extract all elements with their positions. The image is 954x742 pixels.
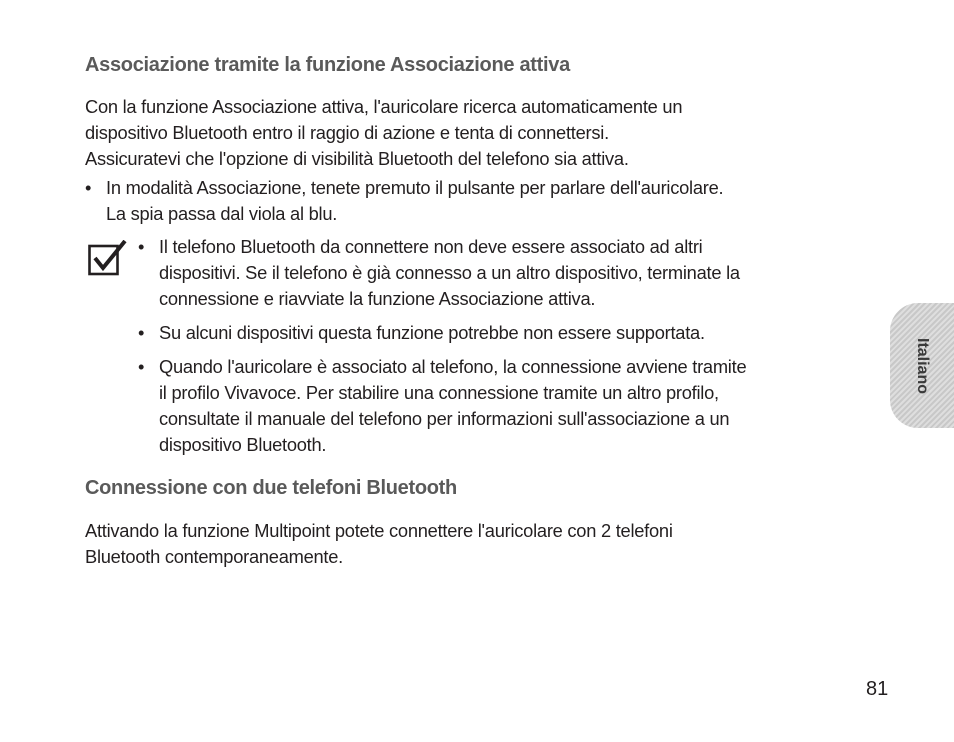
bullet-line: In modalità Associazione, tenete premuto il pulsante per parlare dell'auricolare. (106, 177, 724, 198)
note-line: Su alcuni dispositivi questa funzione potrebbe non essere supportata. (159, 322, 705, 343)
paragraph-line: dispositivo Bluetooth entro il raggio di azione e tenta di connettersi. (85, 122, 609, 143)
note-text (159, 234, 740, 312)
bullet-dot: • (138, 356, 145, 377)
paragraph-line: Con la funzione Associazione attiva, l'auricolare ricerca automaticamente un (85, 96, 683, 117)
note-line: il profilo Vivavoce. Per stabilire una connessione tramite un altro profilo, (159, 382, 719, 403)
note-line: dispositivi. Se il telefono è già connesso a un altro dispositivo, terminate la (159, 262, 740, 283)
section-paragraph-active-pairing (85, 94, 682, 172)
note-text (159, 354, 746, 458)
checkbox-check-icon (88, 240, 128, 276)
note-line: connessione e riavviate la funzione Associazione attiva. (159, 288, 596, 309)
bullet-dot: • (85, 177, 92, 198)
paragraph-line: Bluetooth contemporaneamente. (85, 546, 344, 567)
language-side-tab (890, 303, 954, 428)
note-line: dispositivo Bluetooth. (159, 434, 327, 455)
bullet-dot: • (138, 236, 145, 257)
note-text (159, 320, 705, 346)
section-heading-multipoint: Connessione con due telefoni Bluetooth (85, 477, 457, 499)
bullet-text (106, 175, 723, 227)
page-number: 81 (866, 678, 889, 700)
section-paragraph-multipoint (85, 518, 673, 570)
note-line: consultate il manuale del telefono per informazioni sull'associazione a un (159, 408, 730, 429)
paragraph-line: Attivando la funzione Multipoint potete connettere l'auricolare con 2 telefoni (85, 520, 673, 541)
note-line: Il telefono Bluetooth da connettere non deve essere associato ad altri (159, 236, 703, 257)
paragraph-line: Assicuratevi che l'opzione di visibilità Bluetooth del telefono sia attiva. (85, 148, 629, 169)
note-line: Quando l'auricolare è associato al telefono, la connessione avviene tramite (159, 356, 747, 377)
language-tab-label: Italiano (914, 337, 931, 394)
section-heading-active-pairing: Associazione tramite la funzione Associazione attiva (85, 54, 570, 76)
bullet-line: La spia passa dal viola al blu. (106, 203, 338, 224)
bullet-dot: • (138, 322, 145, 343)
